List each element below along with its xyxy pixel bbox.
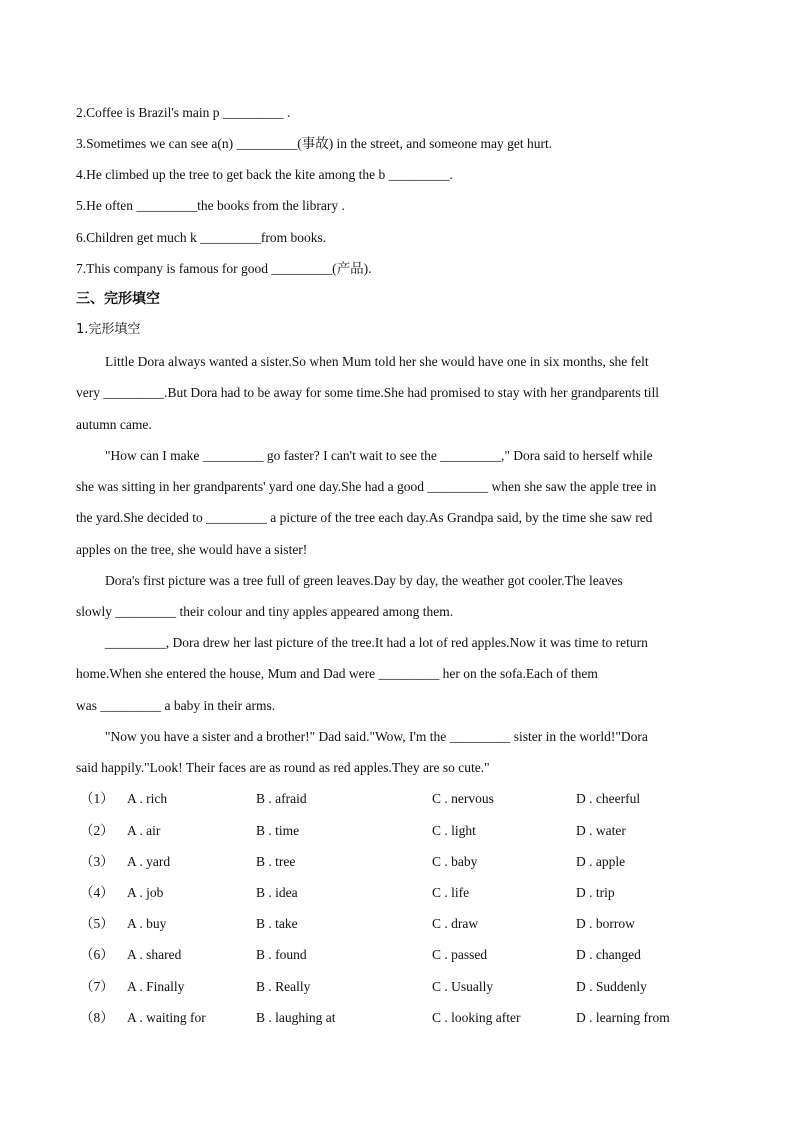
question-number: （3） bbox=[80, 854, 114, 869]
option-row bbox=[80, 853, 720, 871]
option-c: C . nervous bbox=[432, 791, 494, 806]
option-d: D . cheerful bbox=[576, 791, 641, 806]
question-number: （1） bbox=[80, 791, 114, 806]
option-d: D . changed bbox=[576, 947, 641, 962]
option-a: A . Finally bbox=[127, 979, 185, 994]
passage-line: slowly _________ their colour and tiny apples appeared among them. bbox=[76, 604, 454, 619]
question-title: 1.完形填空 bbox=[76, 322, 141, 337]
option-row bbox=[80, 822, 720, 840]
option-row bbox=[80, 915, 720, 933]
question-number: （7） bbox=[80, 979, 114, 994]
option-d: D . apple bbox=[576, 854, 626, 869]
option-c: C . light bbox=[432, 823, 476, 838]
option-row bbox=[80, 946, 720, 964]
section-title: 三、完形填空 bbox=[76, 291, 160, 307]
option-d: D . learning from bbox=[576, 1010, 670, 1025]
option-c: C . looking after bbox=[432, 1010, 521, 1025]
question-number: （5） bbox=[80, 916, 114, 931]
question-number: （2） bbox=[80, 823, 114, 838]
option-b: B . afraid bbox=[256, 791, 307, 806]
question-number: （8） bbox=[80, 1010, 114, 1025]
option-d: D . Suddenly bbox=[576, 979, 647, 994]
option-b: B . Really bbox=[256, 979, 311, 994]
passage-line: "Now you have a sister and a brother!" Dad said."Wow, I'm the _________ sister in the world!"Dora bbox=[105, 729, 648, 744]
option-row bbox=[80, 1009, 720, 1027]
exercise-item: 4.He climbed up the tree to get back the kite among the b _________. bbox=[76, 167, 453, 182]
passage-line: autumn came. bbox=[76, 417, 152, 432]
passage-line: _________, Dora drew her last picture of the tree.It had a lot of red apples.Now it was time to return bbox=[105, 635, 648, 650]
option-b: B . found bbox=[256, 947, 307, 962]
option-b: B . tree bbox=[256, 854, 296, 869]
passage-line: said happily."Look! Their faces are as round as red apples.They are so cute." bbox=[76, 760, 490, 775]
exercise-item: 5.He often _________the books from the library . bbox=[76, 198, 345, 213]
option-a: A . shared bbox=[127, 947, 182, 962]
option-a: A . job bbox=[127, 885, 164, 900]
option-c: C . baby bbox=[432, 854, 478, 869]
passage-line: very _________.But Dora had to be away for some time.She had promised to stay with her grandparents till bbox=[76, 385, 659, 400]
question-number: （6） bbox=[80, 947, 114, 962]
option-a: A . waiting for bbox=[127, 1010, 206, 1025]
option-a: A . air bbox=[127, 823, 161, 838]
passage-line: home.When she entered the house, Mum and Dad were _________ her on the sofa.Each of them bbox=[76, 666, 598, 681]
option-a: A . buy bbox=[127, 916, 167, 931]
option-a: A . rich bbox=[127, 791, 168, 806]
option-b: B . idea bbox=[256, 885, 298, 900]
option-c: C . life bbox=[432, 885, 470, 900]
option-b: B . time bbox=[256, 823, 300, 838]
passage-line: Little Dora always wanted a sister.So when Mum told her she would have one in six months, she felt bbox=[105, 354, 649, 369]
passage-line: she was sitting in her grandparents' yard one day.She had a good _________ when she saw the apple tree in bbox=[76, 479, 657, 494]
option-row bbox=[80, 790, 720, 808]
option-row bbox=[80, 978, 720, 996]
option-d: D . borrow bbox=[576, 916, 635, 931]
option-a: A . yard bbox=[127, 854, 171, 869]
option-c: C . passed bbox=[432, 947, 488, 962]
option-b: B . laughing at bbox=[256, 1010, 336, 1025]
passage-line: "How can I make _________ go faster? I can't wait to see the _________," Dora said to herself while bbox=[105, 448, 653, 463]
exercise-item: 2.Coffee is Brazil's main p _________ . bbox=[76, 105, 291, 120]
option-b: B . take bbox=[256, 916, 298, 931]
option-d: D . water bbox=[576, 823, 626, 838]
passage-line: the yard.She decided to _________ a picture of the tree each day.As Grandpa said, by the time she saw red bbox=[76, 510, 653, 525]
passage-line: apples on the tree, she would have a sister! bbox=[76, 542, 308, 557]
option-c: C . Usually bbox=[432, 979, 494, 994]
question-number: （4） bbox=[80, 885, 114, 900]
option-d: D . trip bbox=[576, 885, 615, 900]
passage-line: was _________ a baby in their arms. bbox=[76, 698, 276, 713]
option-c: C . draw bbox=[432, 916, 479, 931]
exercise-item: 6.Children get much k _________from books. bbox=[76, 230, 327, 245]
passage-line: Dora's first picture was a tree full of green leaves.Day by day, the weather got cooler.The leaves bbox=[105, 573, 623, 588]
exercise-item: 7.This company is famous for good _________(产品). bbox=[76, 261, 372, 276]
exercise-item: 3.Sometimes we can see a(n) _________(事故) in the street, and someone may get hurt. bbox=[76, 136, 553, 151]
option-row bbox=[80, 884, 720, 902]
